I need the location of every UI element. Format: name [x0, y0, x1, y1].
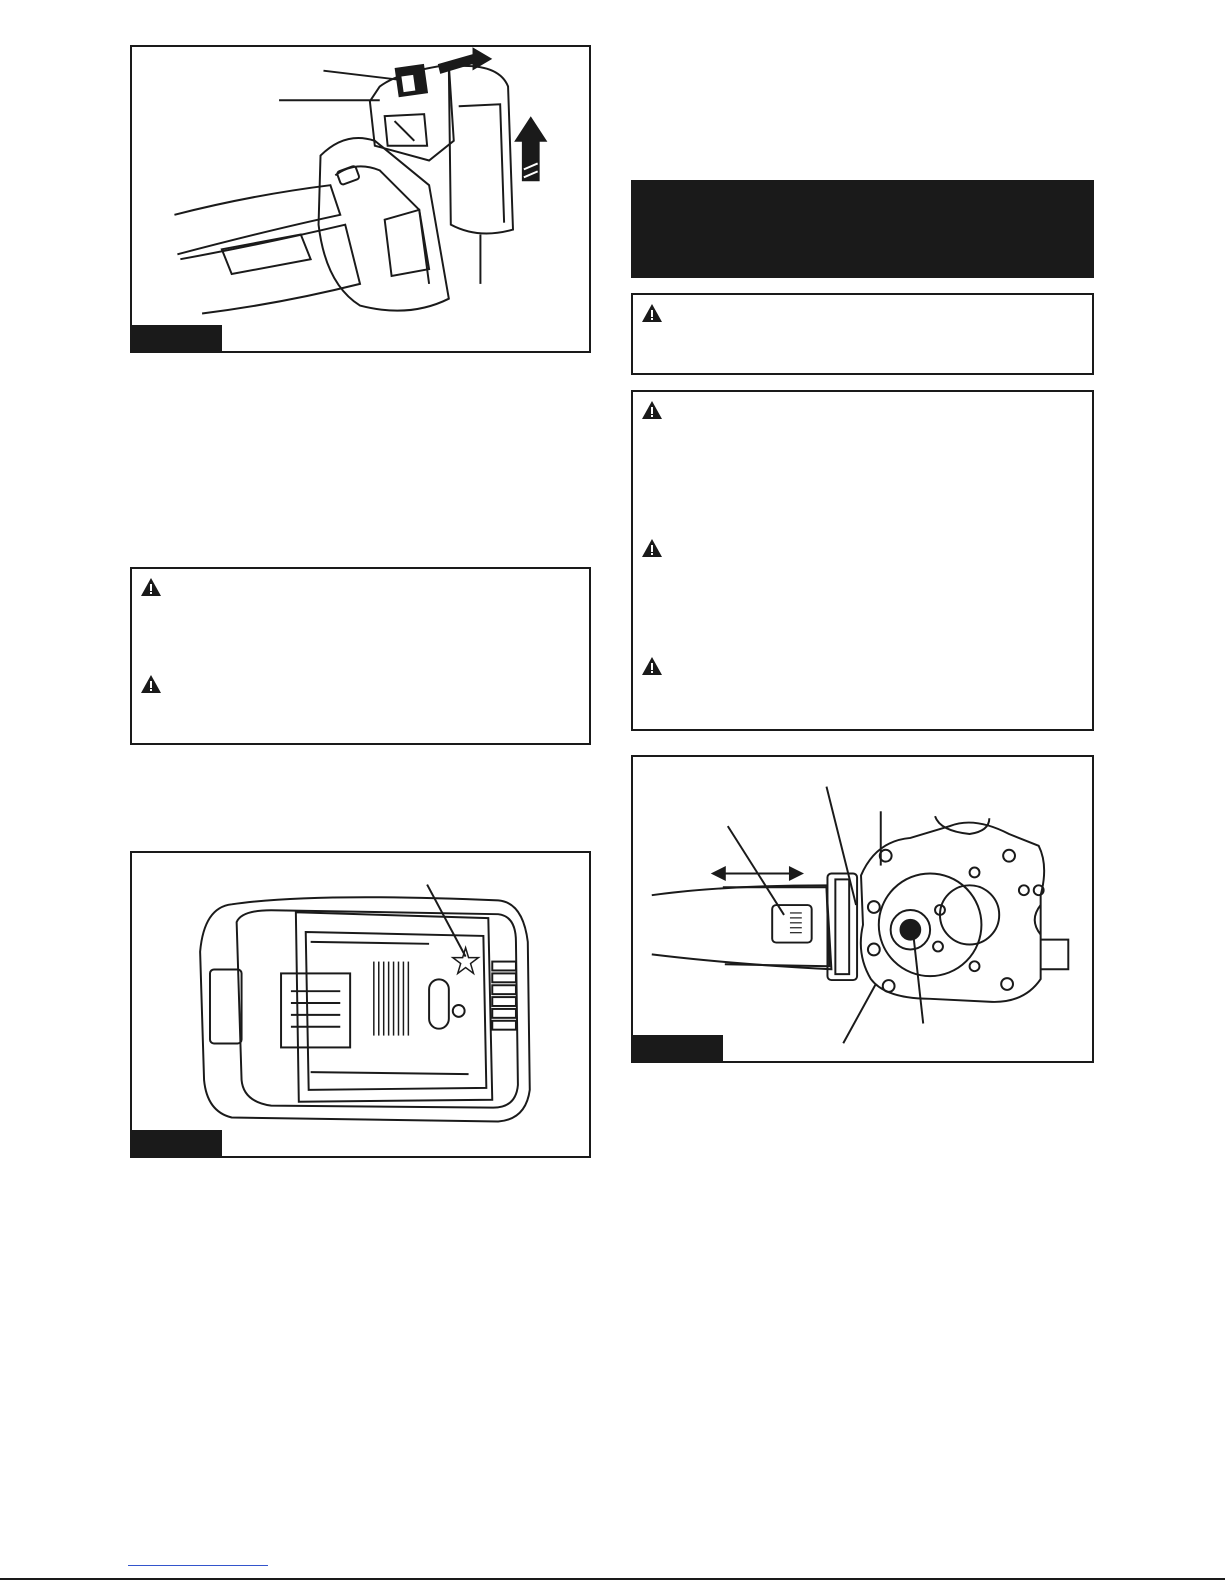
warning-box-right-large — [631, 390, 1094, 731]
figure-battery-top-view — [130, 851, 591, 1158]
warning-triangle-icon — [641, 656, 663, 676]
battery-removal-illustration — [132, 47, 589, 351]
warning-triangle-icon — [641, 400, 663, 420]
battery-top-illustration — [132, 853, 589, 1156]
figure-tab-1 — [132, 325, 222, 351]
gear-head-illustration — [633, 757, 1092, 1061]
footer-rule — [0, 1578, 1225, 1580]
figure-gear-head — [631, 755, 1094, 1063]
figure-tab-3 — [633, 1035, 723, 1061]
warning-triangle-icon — [641, 538, 663, 558]
section-banner — [631, 180, 1094, 278]
figure-battery-removal — [130, 45, 591, 353]
footer-link-underline[interactable] — [128, 1565, 268, 1566]
figure-tab-2 — [132, 1130, 222, 1156]
warning-triangle-icon — [140, 577, 162, 597]
warning-triangle-icon — [641, 303, 663, 323]
warning-box-right-small — [631, 293, 1094, 375]
warning-box-left — [130, 567, 591, 745]
warning-triangle-icon — [140, 674, 162, 694]
